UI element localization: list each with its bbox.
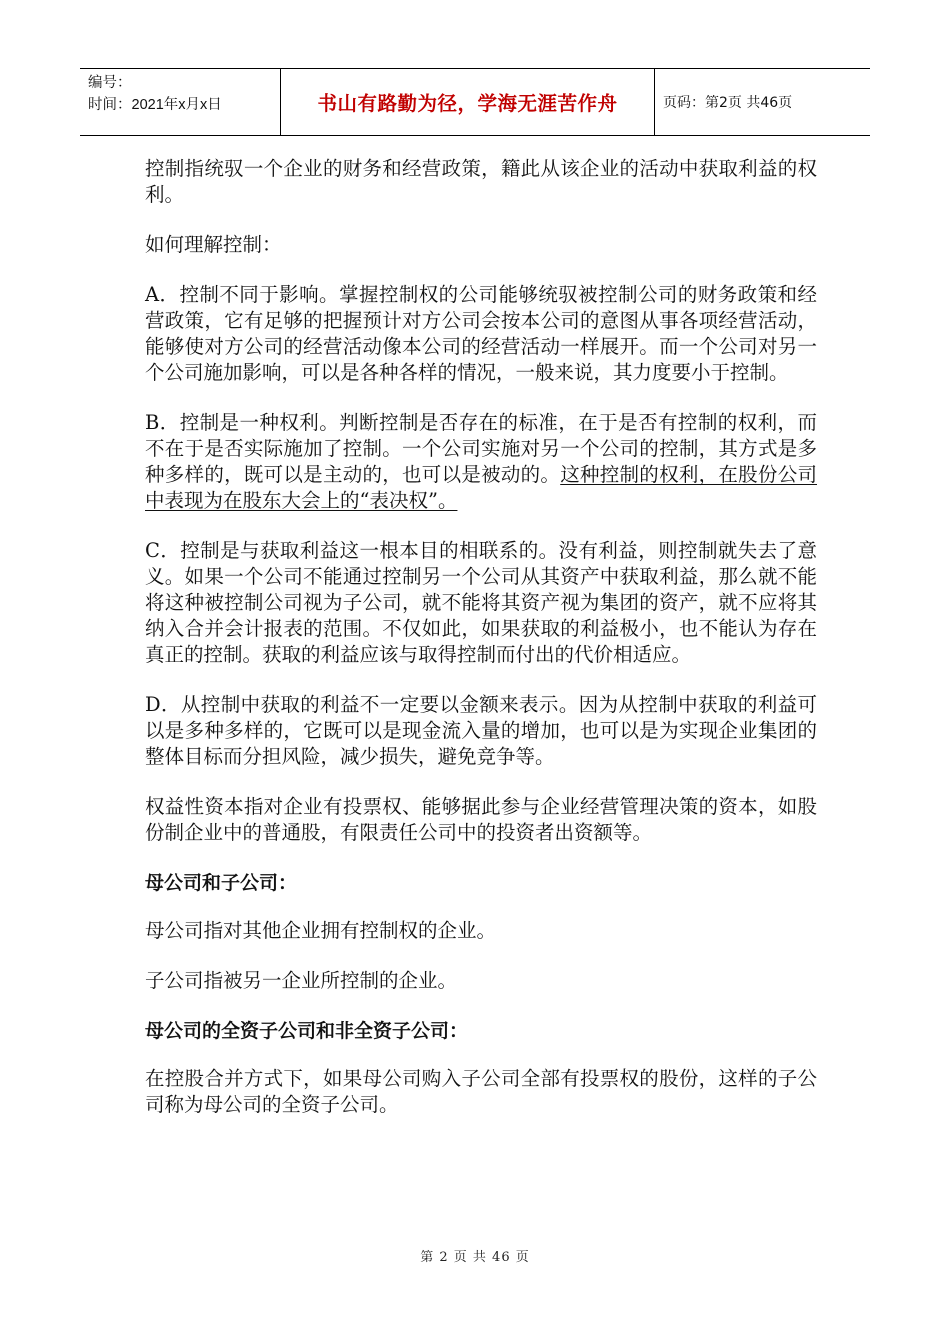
document-time-label: 时间：2021年x月x日 [88,97,222,113]
paragraph-control-definition: 控制指统驭一个企业的财务和经营政策，籍此从该企业的活动中获取利益的权利。 [145,157,817,206]
paragraph-wholly-owned: 在控股合并方式下，如果母公司购入子公司全部有投票权的股份，这样的子公司称为母公司的全资子公司。 [145,1067,817,1116]
heading-parent-and-subsidiary: 母公司和子公司： [145,872,298,894]
page-header [80,68,870,136]
heading-wholly-owned: 母公司的全资子公司和非全资子公司： [145,1020,469,1042]
paragraph-point-d: D．从控制中获取的利益不一定要以金额来表示。因为从控制中获取的利益可以是多种多样的，它既可以是现金流入量的增加，也可以是为实现企业集团的整体目标而分担风险，减少损失，避免竞争等。 [145,693,817,768]
header-meta [80,69,280,135]
paragraph-parent-company: 母公司指对其他企业拥有控制权的企业。 [145,919,497,942]
paragraph-point-c: C．控制是与获取利益这一根本目的相联系的。没有利益，则控制就失去了意义。如果一个公司不能通过控制另一个公司从其资产中获取利益，那么就不能将这种被控制公司视为子公司，就不能将其资产视为集团的资产，就不应将其纳入合并会计报表的范围。不仅如此，如果获取的利益极小，也不能认为存在真正的控制。获取的利益应该与取得控制而付出的代价相适应。 [145,539,817,666]
paragraph-point-b [145,410,817,514]
document-body [145,156,817,1142]
document-number-label: 编号： [88,75,132,91]
header-motto: 书山有路勤为径，学海无涯苦作舟 [280,69,655,135]
paragraph-point-a: A．控制不同于影响。掌握控制权的公司能够统驭被控制公司的财务政策和经营政策，它有足够的把握预计对方公司会按本公司的意图从事各项经营活动，能够使对方公司的经营活动像本公司的经营活动一样展开。而一个公司对另一个公司施加影响，可以是各种各样的情况，一般来说，其力度要小于控制。 [145,283,817,384]
header-page-info: 页码：第2页 共46页 [663,95,793,111]
point-b-text: B．控制是一种权利。判断控制是否存在的标准，在于是否有控制的权利，而不在于是否实际施加了控制。一个公司实施对另一个公司的控制，其方式是多种多样的，既可以是主动的，也可以是被动的。 [145,411,817,486]
paragraph-how-to-understand: 如何理解控制： [145,233,282,256]
paragraph-equity-capital: 权益性资本指对企业有投票权、能够据此参与企业经营管理决策的资本，如股份制企业中的普通股，有限责任公司中的投资者出资额等。 [145,795,817,844]
point-b-underlined-text: 这种控制的权利，在股份公司中表现为在股东大会上的“表决权”。 [145,463,817,512]
paragraph-subsidiary: 子公司指被另一企业所控制的企业。 [145,969,458,992]
page-footer: 第 2 页 共 46 页 [420,1250,530,1265]
